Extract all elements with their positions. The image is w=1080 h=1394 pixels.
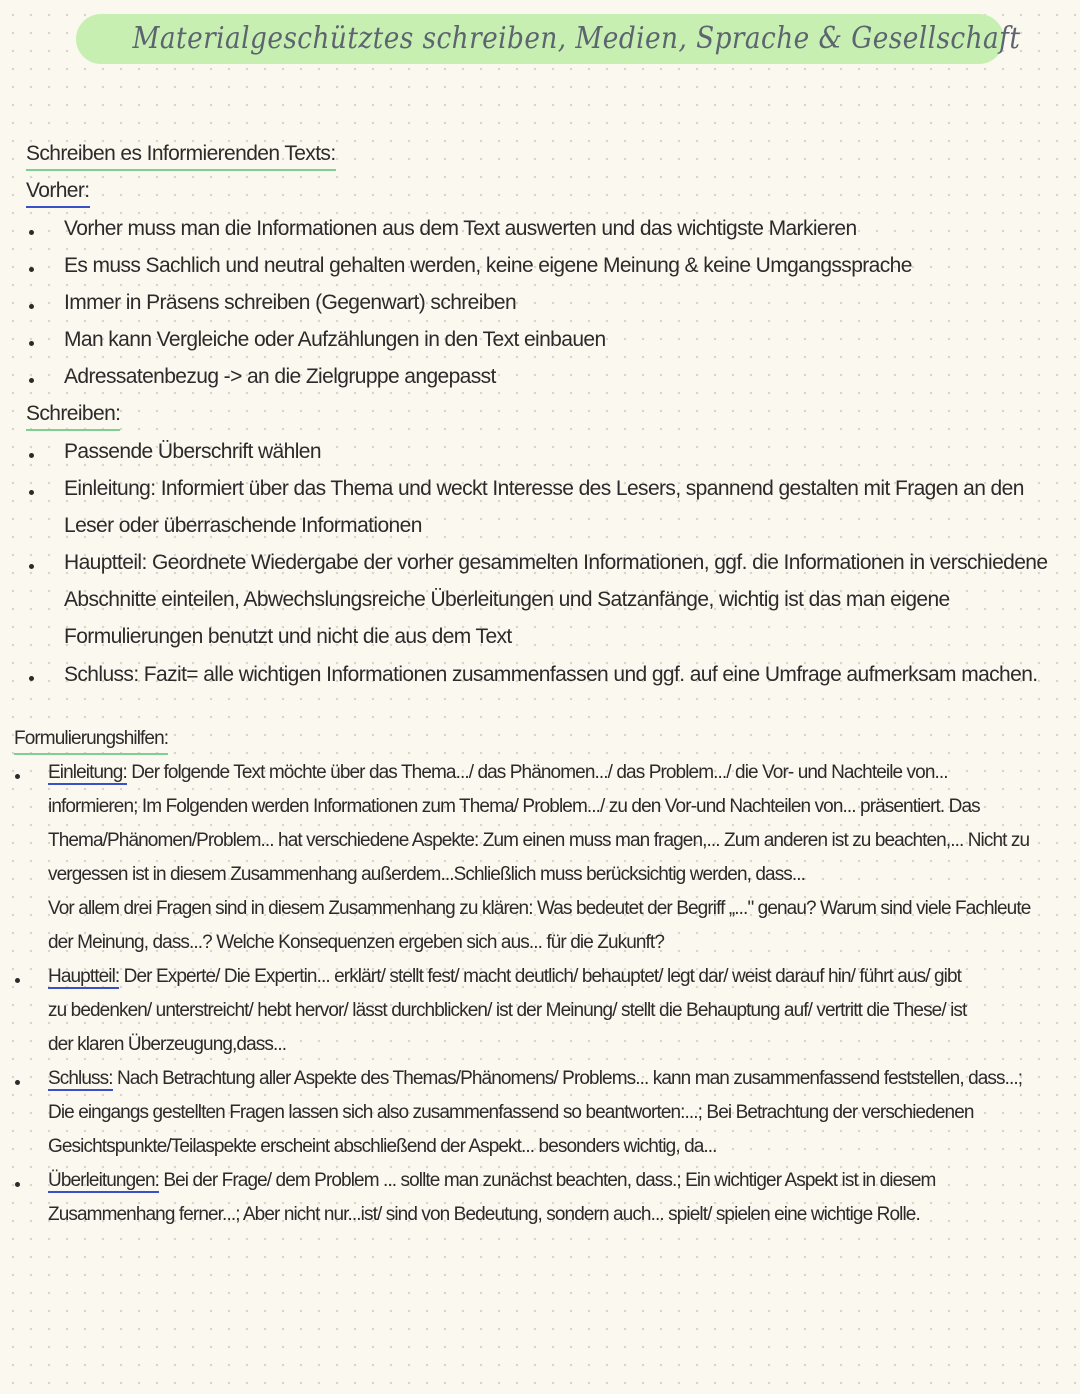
bullet-icon (29, 267, 34, 272)
list-item-line: vergessen ist in diesem Zusammenhang außerdem...Schließlich muss berücksichtig werden, dass... (48, 864, 806, 885)
list-item-line: Formulierungen benutzt und nicht die aus dem Text (64, 625, 512, 648)
text-segment: Der folgende Text möchte über das Thema.../ das Phänomen.../ das Problem.../ die Vor- und Nachteile von... (126, 762, 948, 783)
list-item: Adressatenbezug -> an die Zielgruppe angepasst (64, 365, 496, 388)
bullet-icon (15, 1182, 20, 1187)
bullet-icon (29, 490, 34, 495)
title-highlight (76, 14, 1021, 64)
list-item-line: der klaren Überzeugung,dass... (48, 1034, 287, 1055)
subheading-vorher: Vorher: (26, 179, 90, 208)
list-item-line: Thema/Phänomen/Problem... hat verschiedene Aspekte: Zum einen muss man fragen,... Zum anderen ist zu beachten,... Nicht zu (48, 830, 1030, 851)
list-item-first-line (48, 1068, 1022, 1090)
bullet-icon (15, 1080, 20, 1085)
bullet-icon (29, 453, 34, 458)
bullet-icon (15, 978, 20, 983)
list-item-line: Leser oder überraschende Informationen (64, 514, 422, 537)
label-hauptteil: Hauptteil: (48, 966, 120, 987)
list-item-line: Gesichtspunkte/Teilaspekte erscheint abschließend der Aspekt... besonders wichtig, da... (48, 1136, 717, 1157)
label-schluss: Schluss: (48, 1068, 113, 1089)
list-item-first-line (48, 762, 948, 784)
list-item-line: Einleitung: Informiert über das Thema und weckt Interesse des Lesers, spannend gestalten mit Fragen an den (64, 477, 1024, 500)
list-item: Passende Überschrift wählen (64, 440, 321, 463)
bullet-icon (15, 774, 20, 779)
list-item-line: der Meinung, dass...? Welche Konsequenzen ergeben sich aus... für die Zukunft? (48, 932, 664, 953)
label-einleitung: Einleitung: (48, 762, 127, 783)
list-item: Schluss: Fazit= alle wichtigen Informationen zusammenfassen und ggf. auf eine Umfrage aufmerksam machen. (64, 663, 1038, 686)
list-item-line: informieren; Im Folgenden werden Informationen zum Thema/ Problem.../ zu den Vor-und Nachteilen von... präsentiert. Das (48, 796, 980, 817)
label-ueberleitungen: Überleitungen: (48, 1170, 159, 1191)
list-item-line: Zusammenhang ferner...; Aber nicht nur...ist/ sind von Bedeutung, sondern auch... spielt/ spielen eine wichtige Rolle. (48, 1204, 920, 1225)
list-item: Immer in Präsens schreiben (Gegenwart) schreiben (64, 291, 517, 314)
subheading-schreiben: Schreiben: (26, 402, 120, 431)
list-item-first-line (48, 966, 961, 988)
list-item: Vorher muss man die Informationen aus dem Text auswerten und das wichtigste Markieren (64, 217, 857, 240)
list-item-first-line (48, 1170, 935, 1192)
bullet-icon (29, 341, 34, 346)
list-item-line: Die eingangs gestellten Fragen lassen sich also zusammenfassend so beantworten:...; Bei Betrachtung der verschiedenen (48, 1102, 974, 1123)
page-title: Materialgeschütztes schreiben, Medien, Sprache & Gesellschaft (132, 21, 1021, 56)
bullet-icon (29, 230, 34, 235)
list-item-line: zu bedenken/ unterstreicht/ hebt hervor/ lässt durchblicken/ ist der Meinung/ stellt die Behauptung auf/ vertritt die These/ ist (48, 1000, 967, 1021)
bullet-icon (29, 304, 34, 309)
bullet-icon (29, 676, 34, 681)
bullet-icon (29, 378, 34, 383)
text-segment: Der Experte/ Die Expertin... erklärt/ stellt fest/ macht deutlich/ behauptet/ legt dar/ weist darauf hin/ führt aus/ gibt (119, 966, 962, 987)
section-heading-formulierungshilfen: Formulierungshilfen: (14, 728, 168, 755)
list-item: Man kann Vergleiche oder Aufzählungen in den Text einbauen (64, 328, 606, 351)
bullet-icon (29, 564, 34, 569)
text-segment: Bei der Frage/ dem Problem ... sollte man zunächst beachten, dass.; Ein wichtiger Aspekt ist in diesem (158, 1170, 936, 1191)
list-item: Es muss Sachlich und neutral gehalten werden, keine eigene Meinung & keine Umgangssprache (64, 254, 912, 277)
section-heading-informing-text: Schreiben es Informierenden Texts: (26, 142, 336, 171)
list-item-line: Vor allem drei Fragen sind in diesem Zusammenhang zu klären: Was bedeutet der Begriff „..." genau? Warum sind viele Fachleute (48, 898, 1031, 919)
list-item-line: Hauptteil: Geordnete Wiedergabe der vorher gesammelten Informationen, ggf. die Informationen in verschiedene (64, 551, 1048, 574)
text-segment: Nach Betrachtung aller Aspekte des Themas/Phänomens/ Problems... kann man zusammenfassend feststellen, dass...; (112, 1068, 1023, 1089)
list-item-line: Abschnitte einteilen, Abwechslungsreiche Überleitungen und Satzanfänge, wichtig ist das man eigene (64, 588, 950, 611)
